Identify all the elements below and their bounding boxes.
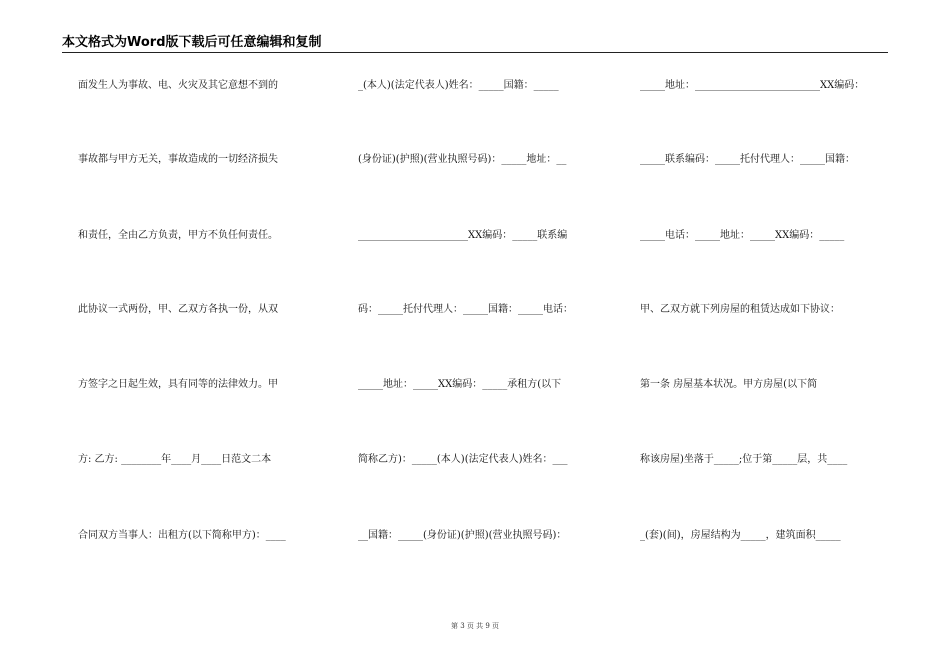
text-line: _____地址：_________________________XX编码： [640, 80, 865, 91]
page-header [62, 34, 888, 53]
text-line: ______________________XX编码：_____联系编 [358, 230, 568, 241]
text-line: 和责任，全由乙方负责，甲方不负任何责任。 [78, 230, 278, 241]
text-line: 此协议一式两份，甲、乙双方各执一份，从双 [78, 304, 278, 315]
text-line: 合同双方当事人：出租方(以下简称甲方)：____ [78, 530, 286, 541]
text-line: 面发生人为事故、电、火灾及其它意想不到的 [78, 80, 278, 91]
text-line: 事故都与甲方无关，事故造成的一切经济损失 [78, 154, 278, 165]
text-line: 简称乙方)：_____(本人)(法定代表人)姓名：___ [358, 454, 568, 465]
text-line: 称该房屋)坐落于_____;位于第_____层，共____ [640, 454, 848, 465]
text-line: 方: 乙方: ________年____月____日范文二本 [78, 454, 272, 465]
text-line: _____电话：_____地址：_____XX编码：_____ [640, 230, 845, 241]
text-line: __国籍：_____(身份证)(护照)(营业执照号码)： [358, 530, 567, 541]
text-line: _____联系编码：_____托付代理人：_____国籍： [640, 154, 855, 165]
text-line: 第一条 房屋基本状况。甲方房屋(以下简 [640, 379, 818, 390]
text-line: _____地址：_____XX编码：_____承租方(以下 [358, 379, 562, 390]
text-line: _(套)(间)，房屋结构为_____，建筑面积_____ [640, 530, 841, 541]
text-line: 码：_____托付代理人：_____国籍：_____电话： [358, 304, 573, 315]
text-line: _(本人)(法定代表人)姓名：_____国籍：_____ [358, 80, 559, 91]
header-title: 本文格式为Word版下载后可任意编辑和复制 [62, 35, 322, 50]
text-line: 甲、乙双方就下列房屋的租赁达成如下协议： [640, 304, 840, 315]
text-line: 方签字之日起生效，具有同等的法律效力。甲 [78, 379, 278, 390]
page-number: 第 3 页 共 9 页 [450, 622, 500, 630]
text-line: (身份证)(护照)(营业执照号码)：_____地址：__ [358, 154, 567, 165]
